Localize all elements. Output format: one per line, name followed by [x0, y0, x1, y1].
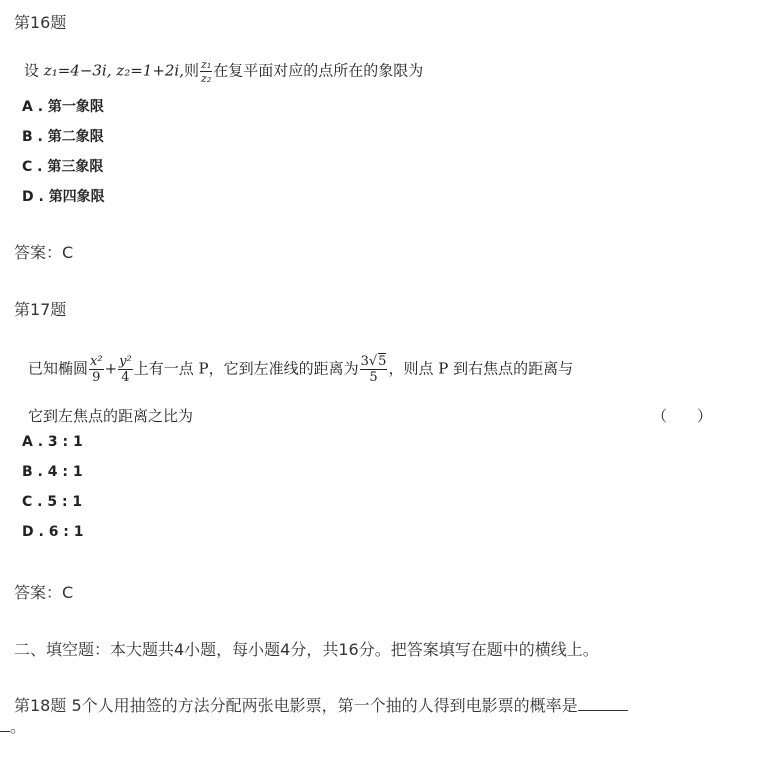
question-18-text: [14, 693, 628, 716]
fraction-numerator: y²: [119, 354, 132, 369]
fraction-coefficient: 3: [360, 354, 369, 369]
z1-expression: z₁=4−3i,: [43, 61, 112, 80]
answer-blank[interactable]: [578, 696, 628, 711]
section-2-heading: 二、填空题：本大题共4小题，每小题4分，共16分。把答案填写在题中的横线上。: [14, 640, 599, 659]
stem-text: 在复平面对应的点所在的象限为: [213, 61, 424, 80]
fraction-denominator: 9: [92, 370, 101, 385]
fraction-denominator: z₂: [201, 72, 212, 85]
fraction-denominator: 4: [121, 370, 130, 385]
question-16-option-d[interactable]: D . 第四象限: [22, 189, 105, 205]
fraction-z1-over-z2: [200, 59, 212, 84]
question-16-option-c[interactable]: C . 第三象限: [22, 159, 104, 175]
question-16-answer: 答案：C: [14, 243, 74, 262]
fraction-numerator: z₁: [201, 58, 212, 71]
plus-sign: +: [104, 359, 118, 378]
stem-text: 设: [24, 61, 40, 80]
stem-text: 则: [184, 61, 200, 80]
fraction-numerator: x²: [90, 354, 103, 369]
question-17-stem-line2: 它到左焦点的距离之比为: [28, 407, 194, 425]
stem-text: 上有一点 P，它到左准线的距离为: [133, 359, 359, 378]
question-16-option-a[interactable]: A . 第一象限: [22, 99, 104, 115]
question-17-option-a[interactable]: A . 3 : 1: [22, 434, 83, 450]
question-18-stem: 第18题 5个人用抽签的方法分配两张电影票，第一个抽的人得到电影票的概率是: [14, 696, 578, 715]
stem-text: ，则点 P 到右焦点的距离与: [388, 359, 574, 378]
stem-text: 已知椭圆: [28, 359, 89, 378]
fraction-x2-over-9: [89, 355, 104, 384]
question-16-option-b[interactable]: B . 第二象限: [22, 129, 104, 145]
fraction-y2-over-4: [118, 355, 133, 384]
radicand: 5: [378, 354, 387, 369]
period: 。: [10, 717, 27, 736]
question-17-answer: 答案：C: [14, 583, 74, 602]
z2-expression: z₂=1+2i,: [116, 61, 185, 80]
question-17-option-d[interactable]: D . 6 : 1: [22, 524, 84, 540]
question-17-option-b[interactable]: B . 4 : 1: [22, 464, 83, 480]
question-16-stem: [24, 59, 423, 84]
question-17-heading: 第17题: [14, 300, 67, 319]
question-18-continuation: [0, 714, 26, 737]
answer-parentheses: （ ）: [652, 407, 713, 425]
question-17-option-c[interactable]: C . 5 : 1: [22, 494, 83, 510]
fraction-denominator: 5: [369, 370, 378, 385]
question-17-stem-line1: [28, 355, 573, 384]
fraction-3sqrt5-over-5: $\frac{3√5}{5}$: [360, 354, 387, 385]
question-16-heading: 第16题: [14, 13, 67, 32]
answer-blank-continuation[interactable]: [0, 717, 10, 732]
